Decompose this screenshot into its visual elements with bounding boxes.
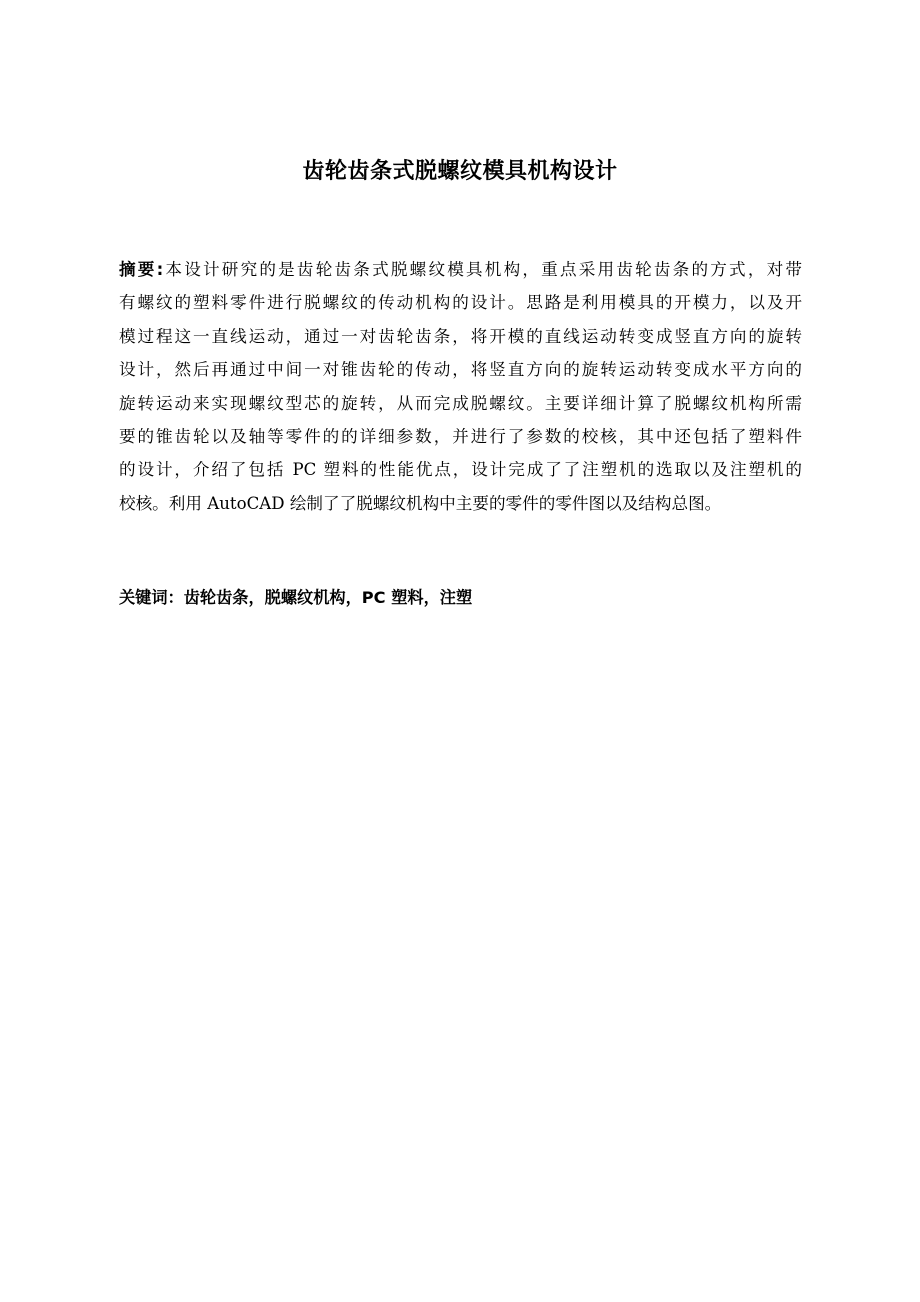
abstract-line — [119, 253, 802, 286]
abstract-line: 有螺纹的塑料零件进行脱螺纹的传动机构的设计。思路是利用模具的开模力，以及开 — [119, 293, 802, 313]
abstract-section — [119, 253, 802, 520]
abstract-line: 设计，然后再通过中间一对锥齿轮的传动，将竖直方向的旋转运动转变成水平方向的 — [119, 360, 802, 380]
keywords-label: 关键词： — [119, 588, 184, 607]
abstract-line: 校核。利用 AutoCAD 绘制了了脱螺纹机构中主要的零件的零件图以及结构总图。 — [119, 493, 722, 513]
abstract-text: 本设计研究的是齿轮齿条式脱螺纹模具机构，重点采用齿轮齿条的方式，对带 — [163, 260, 803, 279]
abstract-line: 要的锥齿轮以及轴等零件的的详细参数，并进行了参数的校核，其中还包括了塑料件 — [119, 426, 802, 446]
keywords-section — [119, 584, 802, 612]
keywords-text: 齿轮齿条，脱螺纹机构，PC 塑料，注塑 — [183, 588, 473, 607]
abstract-label: 摘要: — [119, 260, 164, 279]
abstract-line: 模过程这一直线运动，通过一对齿轮齿条，将开模的直线运动转变成竖直方向的旋转 — [119, 326, 802, 346]
abstract-line: 的设计，介绍了包括 PC 塑料的性能优点，设计完成了了注塑机的选取以及注塑机的 — [119, 460, 802, 480]
abstract-line: 旋转运动来实现螺纹型芯的旋转，从而完成脱螺纹。主要详细计算了脱螺纹机构所需 — [119, 393, 802, 413]
document-title: 齿轮齿条式脱螺纹模具机构设计 — [302, 159, 618, 184]
